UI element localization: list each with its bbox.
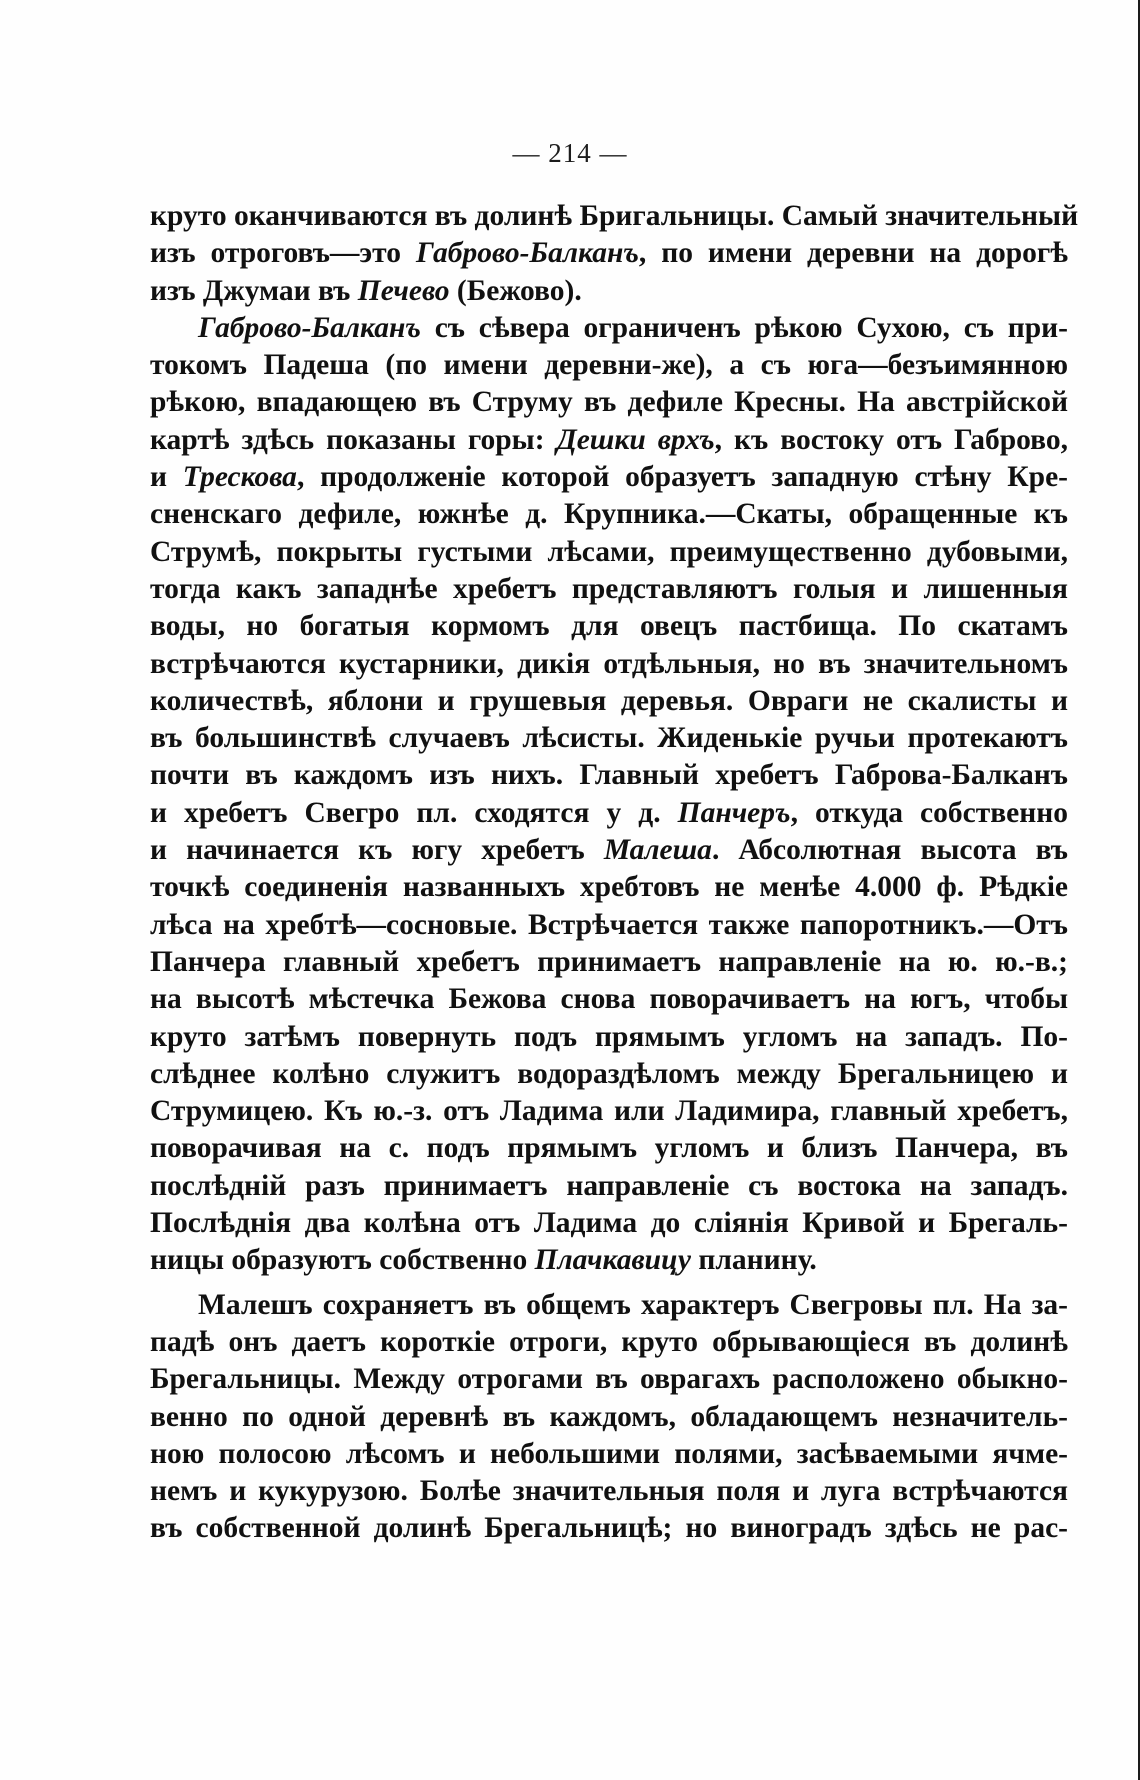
text-segment: Панчера главный хребетъ принимаетъ направленіе на ю. ю.-в.; — [150, 945, 1068, 978]
text-segment: планину. — [690, 1244, 817, 1277]
text-line — [150, 757, 1068, 794]
paragraph-3 — [150, 1287, 1068, 1548]
paragraph-gap — [150, 1280, 1068, 1287]
text-line — [150, 646, 1068, 683]
text-line — [150, 720, 1068, 757]
text-segment: изъ Джумаи въ — [150, 274, 358, 307]
text-segment: и — [150, 461, 183, 494]
text-line — [150, 1473, 1068, 1510]
paragraph-2 — [150, 310, 1068, 1280]
text-segment: круто затѣмъ повернуть подъ прямымъ угломъ на западъ. По- — [150, 1020, 1068, 1053]
text-line — [150, 459, 1068, 496]
text-line — [150, 869, 1068, 906]
text-line — [150, 1019, 1068, 1056]
text-line — [150, 683, 1068, 720]
text-line — [150, 795, 1068, 832]
text-segment: въ собственной долинѣ Брегальницѣ; но виноградъ здѣсь не рас- — [150, 1512, 1068, 1545]
italic-place-name: Трескова — [182, 461, 297, 494]
text-line — [150, 1242, 1068, 1279]
text-segment: сненскаго дефиле, южнѣе д. Крупника.—Скаты, обращенные къ — [150, 498, 1068, 531]
text-line — [150, 1287, 1068, 1324]
text-line — [150, 608, 1068, 645]
text-segment: Малешъ сохраняетъ въ общемъ характеръ Свегровы пл. На за- — [198, 1288, 1068, 1321]
text-segment: встрѣчаются кустарники, дикія отдѣльныя, но въ значительномъ — [150, 647, 1068, 680]
text-line — [150, 1168, 1068, 1205]
italic-place-name: Габрово-Балканъ — [198, 311, 421, 344]
page-number: — 214 — — [512, 138, 628, 168]
text-segment: послѣдній разъ принимаетъ направленіе съ востока на западъ. — [150, 1169, 1068, 1202]
paragraph-1 — [150, 198, 1079, 310]
text-segment: Послѣднія два колѣна отъ Ладима до сліянія Кривой и Брегаль- — [150, 1207, 1068, 1240]
text-segment: токомъ Падеша (по имени деревни-же), а съ юга—безъимянною — [150, 349, 1068, 382]
text-segment: . Абсолютная высота въ — [711, 834, 1068, 867]
text-segment: ною полосою лѣсомъ и небольшими полями, засѣваемыми ячме- — [150, 1437, 1068, 1470]
text-line — [150, 347, 1068, 384]
text-segment: картѣ здѣсь показаны горы: — [150, 423, 557, 456]
text-segment: поворачивая на с. подъ прямымъ угломъ и близъ Панчера, въ — [150, 1132, 1068, 1165]
italic-place-name: Малеша — [603, 834, 712, 867]
text-line — [150, 1056, 1068, 1093]
text-line — [150, 907, 1068, 944]
text-segment: съ сѣвера ограниченъ рѣкою Сухою, съ при- — [420, 311, 1068, 344]
body-text — [150, 198, 1079, 1548]
text-line — [150, 1130, 1068, 1167]
italic-place-name: Печево — [357, 274, 450, 307]
text-segment: точкѣ соединенія названныхъ хребтовъ не менѣе 4.000 ф. Рѣдкіе — [150, 871, 1068, 904]
text-segment: въ большинствѣ случаевъ лѣсисты. Жиденькіе ручьи протекаютъ — [150, 722, 1068, 755]
italic-place-name: Габрово-Балканъ — [415, 237, 639, 270]
text-line — [150, 235, 1068, 272]
text-line — [150, 571, 1068, 608]
text-segment: падѣ онъ даетъ короткіе отроги, круто обрывающіеся въ долинѣ — [150, 1325, 1068, 1358]
text-line — [150, 981, 1068, 1018]
text-line — [150, 1510, 1068, 1547]
text-line — [150, 1205, 1068, 1242]
text-segment: ницы образуютъ собственно — [150, 1244, 535, 1277]
text-line — [150, 198, 1079, 235]
text-segment: (Бежово). — [449, 274, 582, 307]
text-line — [150, 1324, 1068, 1361]
text-line — [150, 944, 1068, 981]
text-segment: , продолженіе которой образуетъ западную стѣну Кре- — [296, 461, 1069, 494]
text-line — [150, 1361, 1068, 1398]
text-segment: немъ и кукурузою. Болѣе значительныя поля и луга встрѣчаются — [150, 1475, 1068, 1508]
text-segment: , по имени деревни на дорогѣ — [638, 237, 1069, 270]
text-segment: Брегальницы. Между отрогами въ оврагахъ расположено обыкно- — [150, 1363, 1068, 1396]
text-line — [150, 1399, 1068, 1436]
text-line — [150, 832, 1068, 869]
text-segment: Струмѣ, покрыты густыми лѣсами, преимущественно дубовыми, — [150, 535, 1068, 568]
text-segment: и хребетъ Свегро пл. сходятся у д. — [150, 796, 678, 829]
text-segment: количествѣ, яблони и грушевыя деревья. Овраги не скалисты и — [150, 684, 1068, 717]
text-line — [150, 384, 1068, 421]
italic-place-name: Плачкавицу — [534, 1244, 691, 1277]
text-segment: лѣса на хребтѣ—сосновые. Встрѣчается также папоротникъ.—Отъ — [150, 908, 1068, 941]
text-segment: слѣднее колѣно служитъ водораздѣломъ между Брегальницею и — [150, 1057, 1068, 1090]
text-line — [150, 534, 1068, 571]
text-segment: Струмицею. Къ ю.-з. отъ Ладима или Ладимира, главный хребетъ, — [150, 1095, 1068, 1128]
text-segment: почти въ каждомъ изъ нихъ. Главный хребетъ Габрова-Балканъ — [150, 759, 1068, 792]
text-segment: рѣкою, впадающею въ Струму въ дефиле Кресны. На австрійской — [150, 386, 1068, 419]
text-line — [150, 1093, 1068, 1130]
text-line — [150, 496, 1068, 533]
text-segment: на высотѣ мѣстечка Бежова снова поворачиваетъ на югъ, чтобы — [150, 983, 1068, 1016]
text-line — [150, 273, 1068, 310]
text-segment: , къ востоку отъ Габрово, — [714, 423, 1069, 456]
text-segment: венно по одной деревнѣ въ каждомъ, обладающемъ незначитель- — [150, 1400, 1068, 1433]
italic-place-name: Панчеръ — [677, 796, 791, 829]
italic-place-name: Дешки врхъ — [556, 423, 715, 456]
text-line — [150, 310, 1068, 347]
text-segment: тогда какъ западнѣе хребетъ представляютъ голыя и лишенныя — [150, 572, 1068, 605]
text-segment: изъ отроговъ—это — [150, 237, 416, 270]
text-segment: воды, но богатыя кормомъ для овецъ пастбища. По скатамъ — [150, 610, 1068, 643]
text-segment: и начинается къ югу хребетъ — [150, 834, 604, 867]
text-segment: круто оканчиваются въ долинѣ Бригальницы. Самый значительный — [150, 200, 1079, 232]
text-line — [150, 1436, 1068, 1473]
text-line — [150, 422, 1068, 459]
text-segment: , откуда собственно — [790, 796, 1068, 829]
